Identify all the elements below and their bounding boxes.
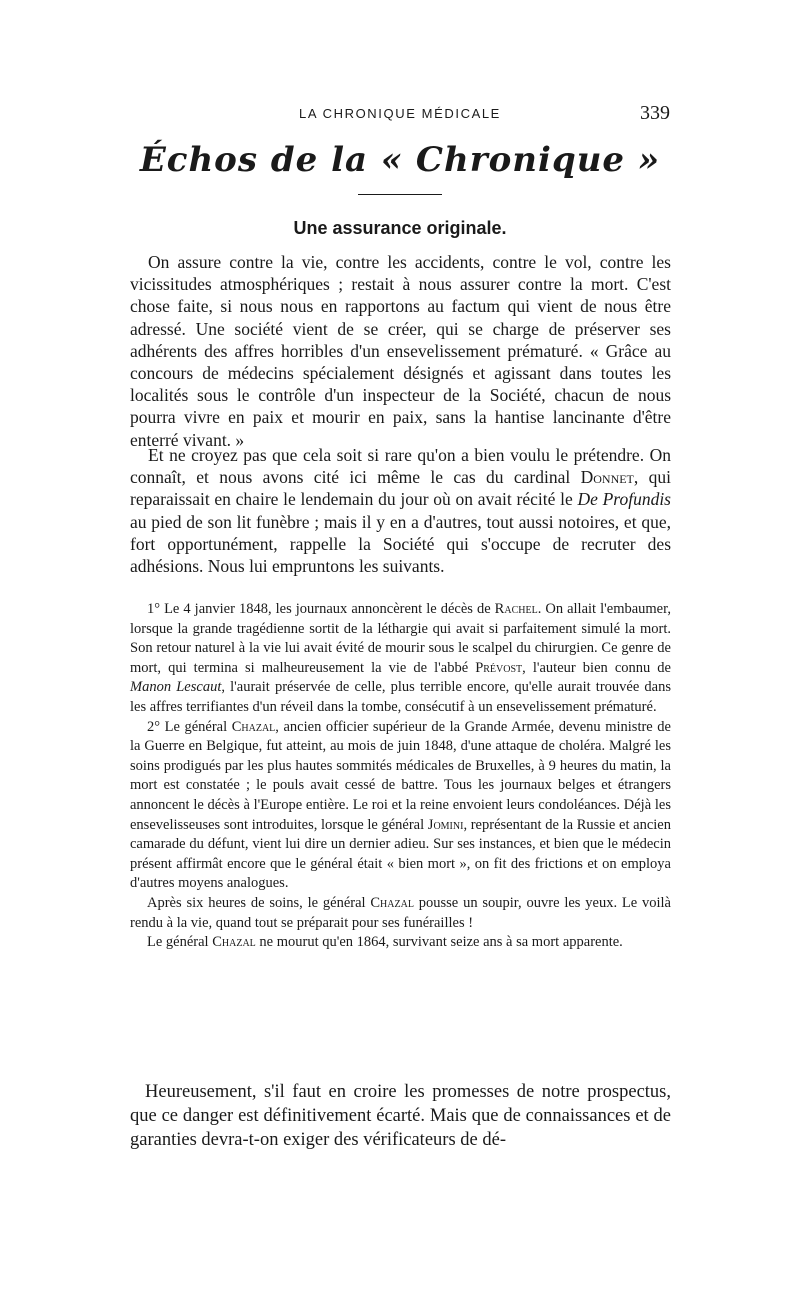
- person-name: Prévost: [475, 659, 523, 676]
- person-name: Donnet: [580, 467, 634, 488]
- text-run: Et ne croyez pas que cela soit si rare qu'on a bien voulu le prétendre. On connaît, et nous avons cité ici même le cas du cardinal: [130, 445, 671, 488]
- text-run: pousse un soupir, ouvre les yeux. Le voilà rendu à la vie, quand tout se préparait pour ses funérailles !: [130, 894, 671, 931]
- text-run: Le général: [147, 934, 213, 951]
- text-run: , l'auteur bien connu de: [522, 659, 671, 676]
- person-name: Chazal: [212, 934, 256, 951]
- work-title: De Profundis: [577, 489, 671, 510]
- closing-paragraph: Heureusement, s'il faut en croire les promesses de notre prospectus, que ce danger est définitivement écarté. Mais que de connaissances et de garanties devra-t-on exiger des vérificateurs de dé-: [130, 1082, 671, 1150]
- text-run: 1° Le 4 janvier 1848, les journaux annoncèrent le décès de: [147, 601, 495, 617]
- text-run: . On allait l'embaumer, lorsque la grande tragédienne sortit de la léthargie qui avait si parfaitement simulé la mort. Son retour naturel à la vie lui avait évité de mourir sous le scalpel du chirurgien. Ce genre de mort, qui termina si malheureusement la vie de l'abbé: [130, 601, 671, 676]
- person-name: Chazal: [370, 894, 414, 911]
- case-paragraph: [130, 933, 671, 953]
- cases-block: [130, 600, 671, 953]
- person-name: Rachel: [494, 601, 538, 617]
- case-paragraph: [130, 600, 671, 718]
- text-run: ne mourut qu'en 1864, survivant seize ans à sa mort apparente.: [255, 934, 623, 951]
- article-title: Une assurance originale.: [293, 218, 507, 238]
- case-paragraph: [130, 718, 671, 894]
- body-paragraph: [130, 444, 671, 577]
- text-run: 2° Le général: [147, 718, 232, 735]
- case-paragraph: [130, 894, 671, 933]
- person-name: Jomini: [427, 816, 464, 833]
- text-run: au pied de son lit funèbre ; mais il y en a d'autres, tout aussi notoires, et que, fort opportunément, rappelle la Société qui s'occupe de recruter des adhésions. Nous lui empruntons les suivants.: [130, 511, 671, 577]
- title-rule: [358, 194, 442, 195]
- text-run: , l'aurait préservée de celle, plus terrible encore, qu'elle aurait trouvée dans les affres terrifiantes d'un réveil dans la tombe, consécutif à un ensevelissement prématuré.: [130, 679, 672, 715]
- running-title: LA CHRONIQUE MÉDICALE: [299, 106, 501, 121]
- person-name: Chazal: [231, 718, 276, 735]
- work-title: Manon Lescaut: [130, 679, 222, 696]
- body-paragraph: On assure contre la vie, contre les accidents, contre le vol, contre les vicissitudes atmosphériques ; restait à nous assurer contre la mort. C'est chose faite, si nous nous en rapportons au factum qui vient de nous être adressé. Une société vient de se créer, qui se charge de préserver ses adhérents des affres horribles d'un ensevelissement prématuré. « Grâce au concours de médecins spécialement désignés et agissant dans toutes les localités sous le contrôle d'un inspecteur de la Société, chacun de nous pourra vivre en paix et mourir en paix, sans la hantise lancinante d'être enterré vivant. »: [130, 252, 671, 450]
- section-title: Échos de la « Chronique »: [139, 140, 661, 180]
- page-number: 339: [640, 102, 670, 124]
- text-run: , qui reparaissait en chaire le lendemain du jour où on avait récité le: [130, 467, 671, 510]
- running-header: [130, 102, 670, 130]
- text-run: , représentant de la Russie et ancien camarade du défunt, vient lui dire un dernier adieu. Sur ses instances, et bien que le médecin présent affirmât encore que le général était « bien mort », on fit des frictions et on employa d'autres moyens analogues.: [130, 816, 671, 892]
- text-run: Après six heures de soins, le général: [147, 894, 371, 911]
- text-run: , ancien officier supérieur de la Grande Armée, devenu ministre de la Guerre en Belgique, fut atteint, au mois de juin 1848, d'une attaque de choléra. Malgré les soins prodigués par les plus hautes sommités médicales de Bruxelles, à 9 heures du matin, la mort est constatée ; le pouls avait cessé de battre. Tous les journaux belges et étrangers annoncent le décès à l'Europe entière. Le roi et la reine envoient leurs condoléances. Déjà les ensevelisseuses sont introduites, lorsque le général: [130, 718, 671, 833]
